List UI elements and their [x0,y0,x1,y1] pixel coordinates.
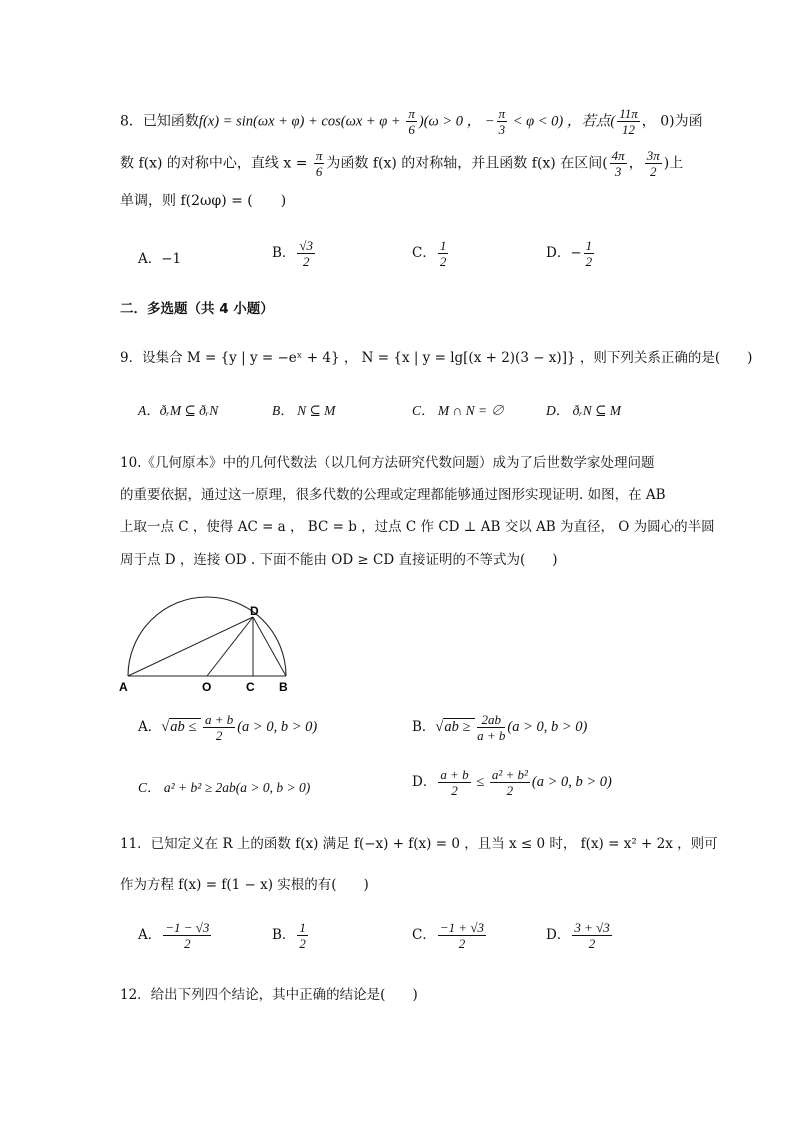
frac-den: 2 [506,783,514,798]
option-label: D．− [546,245,582,261]
frac-num: π [315,148,323,163]
q9-option-a: A．ðᵣM ⊆ ðᵣN [138,403,219,418]
q8-line3: 单调，则 f(2ωφ) = ( ) [120,193,287,209]
option-label: B． [272,927,296,943]
q8-frac-pi6 [406,106,417,137]
label-b: B [279,680,288,694]
q8-line2: 数 f(x) 的对称中心，直线 x = $\frac{\pi}{6}$ 为函数 f(x) 的对称轴，并且函数 f(x) 在区间( $\frac{4\pi}{3}$ ， $\frac{3\pi}{2}$ )上 [120,148,684,179]
label-d: D [250,604,259,618]
q11-line1: 11．已知定义在 R 上的函数 f(x) 满足 f(−x) + f(x) = 0 ，且当 x ≤ 0 时， f(x) = x² + 2x ，则可 [120,836,718,852]
q8-frac-int2 [645,148,662,179]
option-frac [438,238,449,269]
semicircle-figure [115,595,305,695]
q12-stem: 12．给出下列四个结论，其中正确的结论是( ) [120,987,418,1003]
q8-line1 [120,106,703,137]
q8-option-b [272,238,317,269]
option-label: D． [412,774,437,790]
q8-cond2: < φ < 0) ，若点( [509,113,616,130]
option-cond: (a > 0, b > 0) [237,719,318,735]
frac-num: 4π [611,148,625,163]
frac-num: a + b [204,712,234,727]
frac-den: 6 [408,122,415,137]
frac-num: 3 + √3 [574,920,610,935]
q10-line1: 10.《几何原本》中的几何代数法（以几何方法研究代数问题）成为了后世数学家处理问题 [120,455,655,471]
label-c: C [246,680,255,694]
q8-frac-x [314,148,325,179]
frac-den: 6 [315,164,323,179]
q10-line3: 上取一点 C ，使得 AC = a ， BC = b ，过点 C 作 CD ⊥ AB 交以 AB 为直径， O 为圆心的半圆 [120,519,715,535]
option-frac [163,920,211,951]
option-label: D． [546,927,571,943]
frac-den: a + b [477,728,506,743]
q8-text: )上 [663,155,684,172]
option-label: A． [138,927,162,943]
frac-den: 2 [588,936,596,951]
q8-text: 8．已知函数 [120,113,199,130]
semicircle-arc [128,597,286,676]
frac-num: 1 [585,238,593,253]
option-frac [438,920,486,951]
frac-num: −1 − √3 [165,920,210,935]
frac-num: 3π [646,148,660,163]
q9-option-b: B． N ⊆ M [272,403,336,418]
frac-num: π [408,106,415,121]
frac-num: −1 + √3 [439,920,485,935]
label-a: A [119,680,128,694]
q9-option-d: D． ðᵣN ⊆ M [546,403,622,418]
option-op: ≤ [472,774,488,790]
q11-option-a [138,920,213,951]
q10-line4: 周于点 D ，连接 OD . 下面不能由 OD ≥ CD 直接证明的不等式为( ) [120,552,558,568]
frac-den: 2 [215,728,223,743]
option-label: B． [272,245,296,261]
q8-text: 为函数 f(x) 的对称轴，并且函数 f(x) 在区间( [326,155,608,172]
q8-option-d [546,238,596,269]
q10-option-a: A．√ab ≤ $\frac{a + b}{2}$ (a > 0, b > 0) [138,712,318,743]
frac-den: 2 [458,936,466,951]
q8-frac-pi3 [497,106,508,137]
q11-line2: 作为方程 f(x) = f(1 − x) 实根的有( ) [120,877,369,893]
option-label: C． [412,245,436,261]
frac-num: 1 [439,238,447,253]
option-expr: ab ≥ [444,719,475,735]
option-cond: (a > 0, b > 0) [507,719,588,735]
q11-option-b [272,920,310,951]
segment-db [253,617,286,676]
q10-option-b: B．√ab ≥ $\frac{2ab}{a + b}$ (a > 0, b > 0) [412,712,588,743]
q8-function: f(x) = sin(ωx + φ) + cos(ωx + φ + [198,113,405,130]
segment-od [207,617,253,676]
frac-num: a² + b² [491,767,528,782]
option-label: A． [138,719,162,735]
q11-option-c [412,920,488,951]
frac-den: 2 [649,164,657,179]
q8-text: ， 0)为函 [641,113,703,130]
frac-den: 12 [622,122,635,137]
option-frac [297,920,308,951]
option-frac [203,712,235,743]
q8-option-c [412,238,450,269]
option-frac [572,920,611,951]
frac-num: 2ab [477,712,505,728]
q10-option-d [412,767,612,798]
q8-frac-int1 [610,148,627,179]
option-label: B． [412,719,436,735]
option-label: C． [412,927,436,943]
frac-den: 2 [585,254,593,269]
frac-den: 3 [614,164,622,179]
frac-den: 2 [439,254,447,269]
frac-num: 1 [299,920,306,935]
frac-num: 11π [619,106,638,121]
option-expr: ab ≤ [170,719,200,735]
option-frac [438,767,470,798]
q10-line2: 的重要依据，通过这一原理，很多代数的公理或定理都能够通过图形实现证明. 如图，在 AB [120,487,666,503]
q9-stem: 9．设集合 M = {y | y = −eˣ + 4} ， N = {x | y = lg[(x + 2)(3 − x)]} ，则下列关系正确的是( ) [120,350,753,366]
option-frac [297,238,315,269]
segment-ad [128,617,253,676]
frac-num: √3 [299,238,314,253]
option-frac [584,238,595,269]
frac-num: a + b [440,767,469,782]
q11-option-d [546,920,614,951]
frac-den: 2 [302,254,310,269]
option-frac [490,767,530,798]
frac-num: π [498,106,506,121]
q10-option-c: C． a² + b² ≥ 2ab(a > 0, b > 0) [138,780,311,795]
q8-option-a: A．−1 [138,251,182,267]
frac-den: 2 [299,936,306,951]
label-o: O [202,680,212,694]
q8-frac-point [617,106,640,137]
frac-den: 3 [498,122,506,137]
frac-den: 2 [184,936,191,951]
q9-option-c: C． M ∩ N = ∅ [412,403,504,418]
option-frac [477,712,505,743]
section-heading: 二．多选题（共 4 小题） [120,301,274,317]
option-cond: (a > 0, b > 0) [531,774,612,790]
frac-den: 2 [451,783,458,798]
q8-text: 数 f(x) 的对称中心，直线 x = [120,155,312,172]
q8-cond: )(ω > 0 ， − [418,113,495,130]
